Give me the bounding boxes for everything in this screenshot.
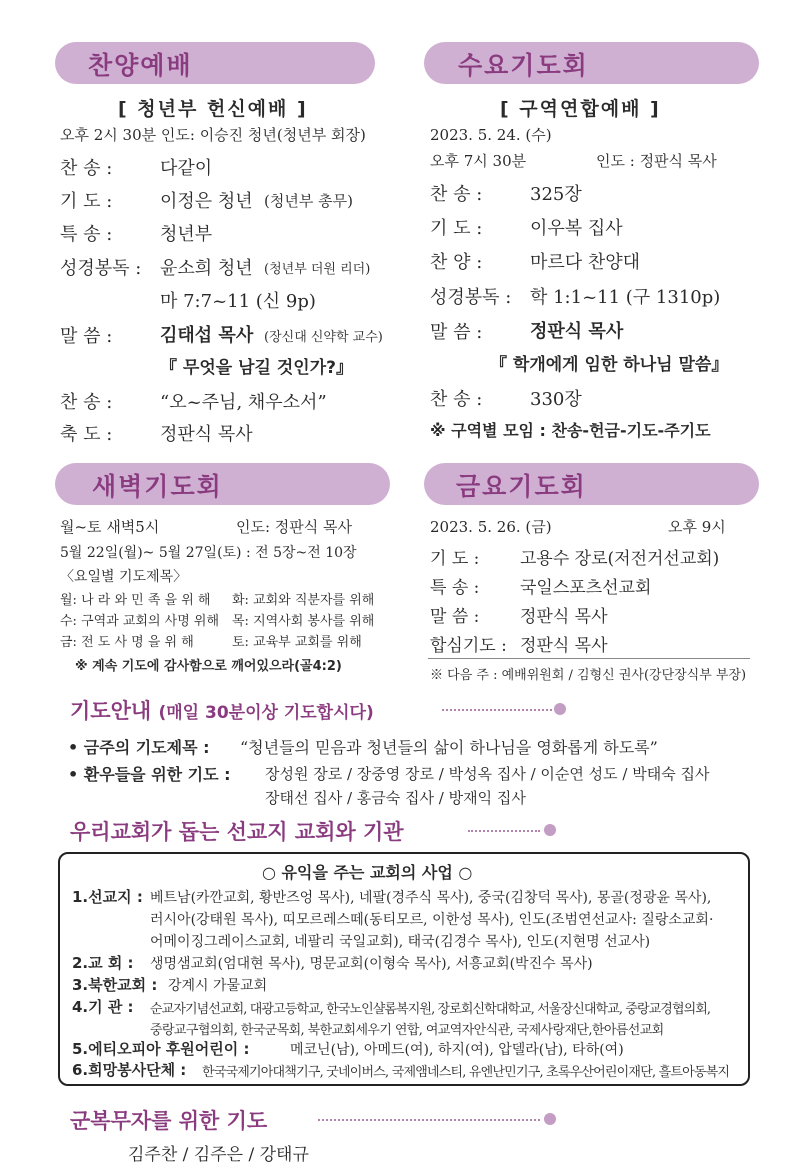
dotted-leader [442,709,552,711]
order-value: 정판식 목사 [520,636,608,656]
order-value: 이정은 청년 [160,191,253,212]
order-value: 고용수 장로(저전거선교회) [520,549,720,569]
order-label: 찬 송 : [60,392,113,413]
military-names: 김주찬 / 김주은 / 강태규 [128,1145,309,1165]
mission-item-line: 한국국제기아대책기구, 굿네이버스, 국제앰네스티, 유엔난민기구, 초록우산어린이재단, 흘트아동복지 [202,1065,730,1080]
mission-item-line: 메코닌(남), 아메드(여), 하지(여), 압델라(남), 타하(여) [290,1042,624,1058]
order-label: 특 송 : [430,578,480,598]
prayer-guide-subheading: (매일 30분이상 기도합시다) [158,703,374,723]
order-label: 말 씀 : [430,607,480,627]
weekday-topic: 토: 교육부 교회를 위해 [232,635,362,650]
mission-item-line: 생명샘교회(엄대현 목사), 명문교회(이형숙 목사), 서흥교회(박진수 목사) [150,956,593,972]
section-heading: 수요기도회 [458,51,589,80]
scripture-ref: 마 7:7~11 (신 9p) [160,291,316,312]
group-meeting-note: ※ 구역별 모임 : 찬송-헌금-기도-주기도 [430,421,711,440]
service-subtitle: [ 청년부 헌신예배 ] [118,98,308,120]
order-value: 국일스포츠선교회 [520,578,652,598]
dotted-leader [468,830,540,832]
order-value: 330장 [530,389,582,410]
section-heading: 찬양예배 [88,51,193,80]
order-value: 325장 [530,184,582,205]
service-subtitle: [ 구역연합예배 ] [500,98,661,120]
sick-names-line: 장성원 장로 / 장중영 장로 / 박성옥 집사 / 이순연 성도 / 박태숙 집사 [265,765,710,783]
mission-item-line: 러시아(강태원 목사), 띠모르레스떼(동티모르, 이한성 목사), 인도(조범연선교사: 질랑소교회· [150,912,714,928]
order-value: 청년부 [160,224,213,245]
mission-item-line: 순교자기념선교회, 대광고등학교, 한국노인샬롬복지원, 장로회신학대학교, 서울장신대학교, 중랑교경협의회, [150,1002,711,1017]
order-label: 기 도 : [430,549,480,569]
mission-item-label: 6.희망봉사단체 : [72,1061,187,1079]
date-range: 5월 22일(월)~ 5월 27일(토) : 전 5장~전 10장 [60,545,357,561]
weekday-topic: 화: 교회와 직분자를 위해 [232,593,375,608]
mission-item-label: 4.기 관 : [72,998,134,1016]
dotted-leader [318,1119,540,1121]
end-dot [544,824,556,836]
mission-item-label: 1.선교지 : [72,888,143,906]
end-dot [554,703,566,715]
next-week-note: ※ 다음 주 : 예배위원회 / 김형신 권사(강단장식부 부장) [430,668,747,683]
order-label: 찬 양 : [430,252,483,273]
weekday-topic: 목: 지역사회 봉사를 위해 [232,614,375,629]
mission-item-line: 베트남(카깐교회, 황반즈엉 목사), 네팔(경주식 목사), 중국(김창덕 목사), 몽골(정광윤 목사), [150,890,712,906]
leader-line: 인도 : 정판식 목사 [596,152,717,170]
order-note: (청년부 더원 리더) [264,262,371,277]
time-line: 오후 2시 30분 인도: 이승진 청년(청년부 회장) [60,126,366,144]
order-label: 축 도 : [60,424,113,445]
date-line: 2023. 5. 24. (수) [430,126,552,144]
order-value: 다같이 [160,158,213,179]
order-value: 윤소희 청년 [160,258,253,279]
end-dot [544,1113,556,1125]
date-line: 2023. 5. 26. (금) [430,518,552,536]
order-value: 학 1:1~11 (구 1310p) [530,287,721,308]
weekday-topic: 수: 구역과 교회의 사명 위해 [60,614,220,629]
mission-item-line: 강계시 가물교회 [168,978,268,994]
prayer-guide-title [70,695,374,725]
sick-names-line: 장태선 집사 / 홍금숙 집사 / 방재익 집사 [265,789,526,807]
order-note: (청년부 총무) [264,192,353,210]
order-label: 특 송 : [60,224,113,245]
order-label: 말 씀 : [430,322,483,343]
time-line: 오후 9시 [668,518,726,536]
mission-item-label: 3.북한교회 : [72,976,158,994]
order-label: 찬 송 : [430,184,483,205]
sermon-title: 『 학개에게 임한 하나님 말씀』 [490,355,729,375]
preacher-note: (장신대 신약학 교수) [264,330,383,345]
order-label: 찬 송 : [60,158,113,179]
time-line: 오후 7시 30분 [430,152,527,170]
preacher-name: 김태섭 목사 [160,325,254,346]
section-heading: 새벽기도회 [92,472,223,501]
mission-item-label: 2.교 회 : [72,954,134,972]
military-prayer-title: 군복무자를 위한 기도 [70,1109,268,1133]
order-label: 기 도 : [60,191,113,212]
weekday-topic: 금: 전 도 사 명 을 위 해 [60,635,194,650]
preacher-name: 정판식 목사 [530,321,624,342]
order-label: 찬 송 : [430,389,483,410]
scripture-verse: ※ 계속 기도에 감사함으로 깨어있으라(골4:2) [75,659,342,674]
mission-item-line: 중랑교구협의회, 한국군목회, 북한교회세우기 연합, 여교역자안식관, 국제사랑재단,한아름선교회 [150,1023,664,1038]
order-value: “오~주님, 채우소서” [160,392,327,413]
order-label: 성경봉독 : [430,287,512,308]
order-label: 합심기도 : [430,636,507,656]
order-value: 마르다 찬양대 [530,252,641,273]
mission-item-line: 어메이징그레이스교회, 네팔리 국일교회), 태국(김경수 목사), 인도(지현명 선교사) [150,934,651,950]
mission-item-label: 5.에티오피아 후원어린이 : [72,1040,250,1058]
order-label: 말 씀 : [60,326,113,347]
sick-prayer-label: • 환우들을 위한 기도 : [68,765,231,784]
leader-line: 인도: 정판식 목사 [236,518,353,536]
sermon-title: 『 무엇을 남길 것인가?』 [160,358,353,378]
weekday-topic: 월: 나 라 와 민 족 을 위 해 [60,593,211,608]
prayer-guide-heading: 기도안내 [70,699,152,723]
order-label: 성경봉독 : [60,258,142,279]
mission-title: 우리교회가 돕는 선교지 교회와 기관 [70,820,404,844]
divider [428,658,750,659]
mission-box-title: ○ 유익을 주는 교회의 사업 ○ [262,863,473,882]
prayer-topic-heading: 〈요일별 기도제목〉 [60,569,188,585]
weekly-topic-label: • 금주의 기도제목 : [68,738,210,757]
order-label: 기 도 : [430,218,483,239]
weekly-topic-value: “청년들의 믿음과 청년들의 삶이 하나님을 영화롭게 하도록” [240,738,658,757]
section-heading: 금요기도회 [456,472,587,501]
order-value: 정판식 목사 [520,607,608,627]
order-value: 정판식 목사 [160,424,253,445]
order-value: 이우복 집사 [530,218,623,239]
time-line: 월~토 새벽5시 [60,518,160,536]
